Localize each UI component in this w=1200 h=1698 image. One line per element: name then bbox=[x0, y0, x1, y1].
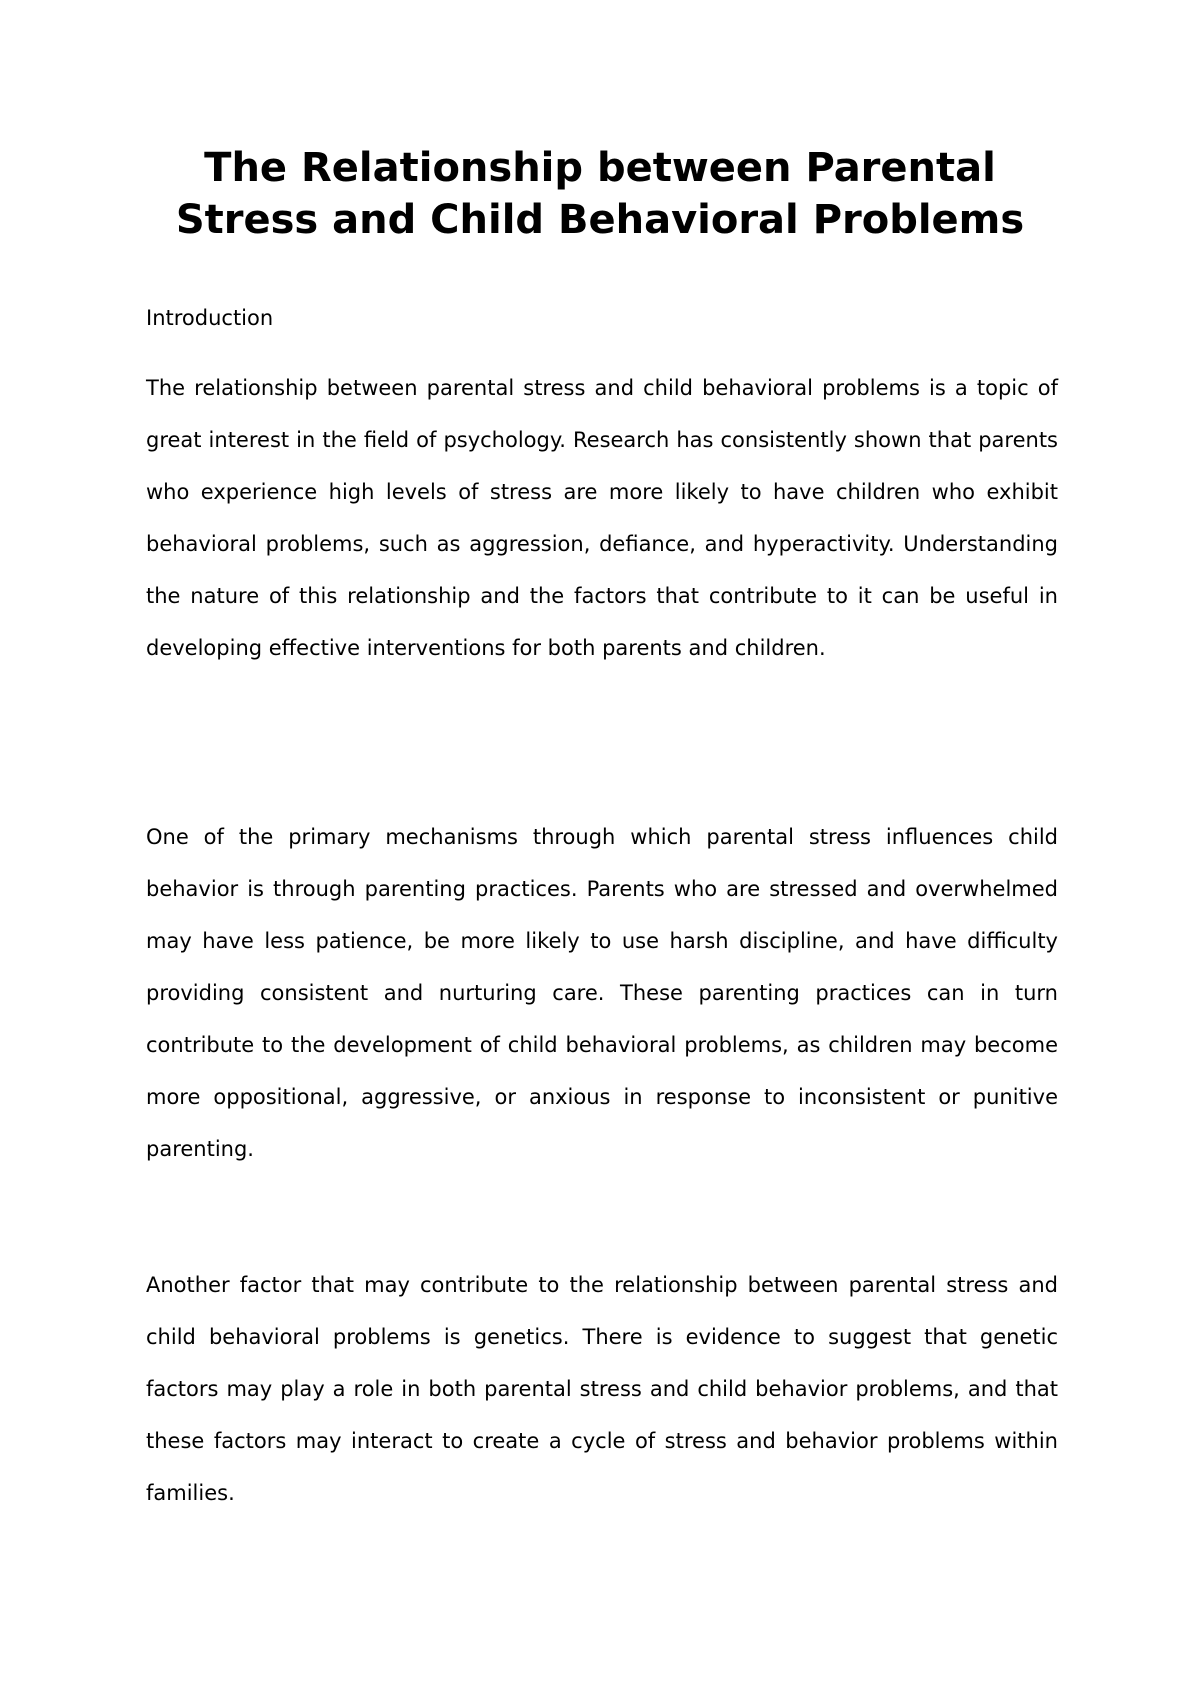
paragraph-3: Another factor that may contribute to the relationship between parental stress and child behavioral problems is genetics. There is evidence to suggest that genetic factors may play a role in both parental stress and child behavior problems, and that these factors may interact to create a cycle of stress and behavior problems within families. bbox=[146, 1273, 1058, 1505]
paragraph-2: One of the primary mechanisms through which parental stress influences child behavior is through parenting practices. Parents who are stressed and overwhelmed may have less patience, be more likely to use harsh discipline, and have difficulty providing consistent and nurturing care. These parenting practices can in turn contribute to the development of child behavioral problems, as children may become more oppositional, aggressive, or anxious in response to inconsistent or punitive parenting. bbox=[146, 825, 1058, 1161]
paragraph-1: The relationship between parental stress and child behavioral problems is a topic of great interest in the field of psychology. Research has consistently shown that parents who experience high levels of stress are more likely to have children who exhibit behavioral problems, such as aggression, defiance, and hyperactivity. Understanding the nature of this relationship and the factors that contribute to it can be useful in developing effective interventions for both parents and children. bbox=[146, 376, 1058, 660]
section-heading: Introduction bbox=[146, 306, 274, 330]
document-title: The Relationship between Parental Stress and Child Behavioral Problems bbox=[175, 145, 1025, 243]
